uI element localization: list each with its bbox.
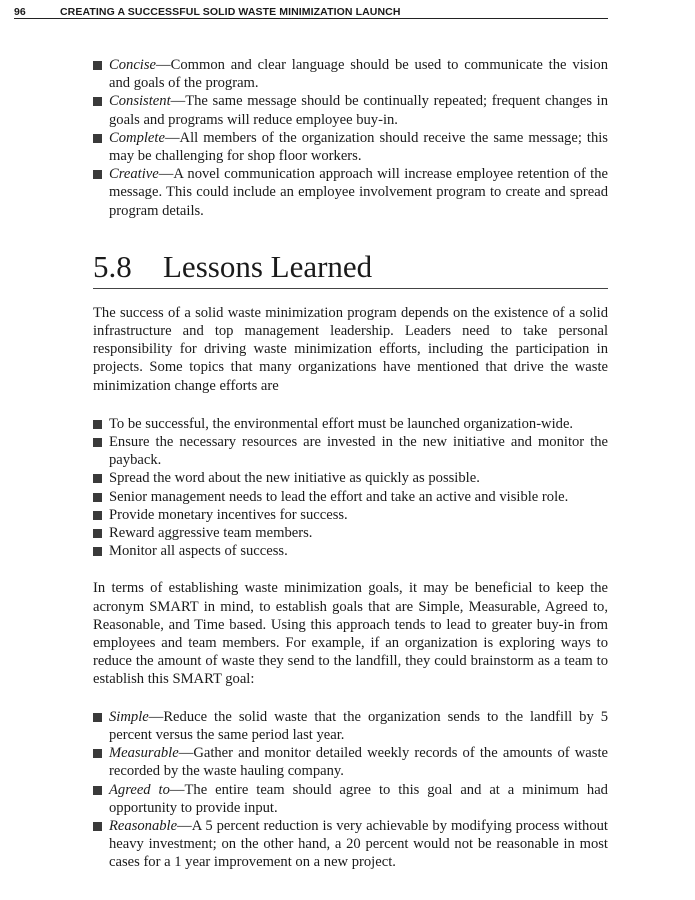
square-bullet-icon [93,493,102,502]
square-bullet-icon [93,438,102,447]
list-item [93,488,608,506]
list-term: Simple [109,708,149,725]
list-text: —The entire team should agree to this goal and at a minimum had opportunity to provide input. [109,781,608,816]
page-number: 96 [14,6,26,18]
list-item [93,744,608,780]
list-text: Provide monetary incentives for success. [109,506,348,523]
body-paragraph: In terms of establishing waste minimization goals, it may be beneficial to keep the acronym SMART in mind, to establish goals that are Simple, Measurable, Agreed to, Reasonable, and Time based. Using this approach tends to lead to greater buy-in from employees and team members. For example, if an organization is exploring ways to reduce the amount of waste they send to the landfill, they could brainstorm as a team to establish this SMART goal: [93,580,608,688]
square-bullet-icon [93,474,102,483]
square-bullet-icon [93,713,102,722]
list-text: —The same message should be continually repeated; frequent changes in goals and programs will reduce employee buy-in. [109,93,608,128]
list-item [93,708,608,744]
square-bullet-icon [93,547,102,556]
square-bullet-icon [93,134,102,143]
square-bullet-icon [93,822,102,831]
list-term: Creative [109,166,159,183]
list-text: To be successful, the environmental effort must be launched organization-wide. [109,415,574,432]
list-text: —Reduce the solid waste that the organization sends to the landfill by 5 percent versus the same period last year. [109,708,608,743]
lessons-list [93,415,608,561]
list-text: Monitor all aspects of success. [109,543,288,560]
list-text: —Gather and monitor detailed weekly records of the amounts of waste recorded by the waste hauling company. [109,745,608,780]
square-bullet-icon [93,529,102,538]
list-text: —All members of the organization should receive the same message; this may be challenging for shop floor workers. [109,129,608,165]
list-term: Measurable [109,745,179,762]
list-term: Concise [109,57,157,73]
square-bullet-icon [93,420,102,429]
list-item [93,415,608,433]
list-text: —A 5 percent reduction is very achievable by modifying process without heavy investment; on the other hand, a 20 percent would not be reasonable in most cases for a 1 year improvement on a new project. [109,817,608,871]
list-item [93,781,608,817]
list-item [93,817,608,872]
section-number: 5.8 [93,248,132,284]
list-text: —Common and clear language should be used to communicate the vision and goals of the program. [109,57,608,92]
list-item [93,56,608,92]
list-item [93,129,608,165]
running-header [14,6,608,19]
body-paragraph: The success of a solid waste minimization program depends on the existence of a solid infrastructure and top management leadership. Leaders need to take personal responsibility for driving waste minimization efforts, including the participation in projects. Some topics that many organizations have mentioned that drive the waste minimization change efforts are [93,304,608,394]
list-item [93,165,608,220]
list-text: Ensure the necessary resources are invested in the new initiative and monitor the payback. [109,434,608,469]
square-bullet-icon [93,61,102,70]
square-bullet-icon [93,786,102,795]
communication-criteria-list [93,56,608,220]
list-text: Senior management needs to lead the effort and take an active and visible role. [109,488,569,505]
list-term: Agreed to [109,781,170,798]
running-title: CREATING A SUCCESSFUL SOLID WASTE MINIMIZATION LAUNCH [60,6,401,18]
list-item [93,433,608,469]
list-item [93,506,608,524]
list-item [93,542,608,560]
list-term: Complete [109,129,165,146]
square-bullet-icon [93,511,102,520]
list-item [93,524,608,542]
list-text: —A novel communication approach will increase employee retention of the message. This could include an employee involvement program to create and spread program details. [109,166,608,219]
list-term: Consistent [109,93,171,110]
page-content [93,56,608,872]
list-text: Reward aggressive team members. [109,525,313,542]
smart-goal-list [93,708,608,872]
list-text: Spread the word about the new initiative as quickly as possible. [109,470,480,487]
square-bullet-icon [93,749,102,758]
section-title-text: Lessons Learned [163,248,373,284]
list-item [93,469,608,487]
list-item [93,92,608,128]
section-heading [93,250,608,289]
list-term: Reasonable [109,817,178,834]
square-bullet-icon [93,170,102,179]
square-bullet-icon [93,97,102,106]
